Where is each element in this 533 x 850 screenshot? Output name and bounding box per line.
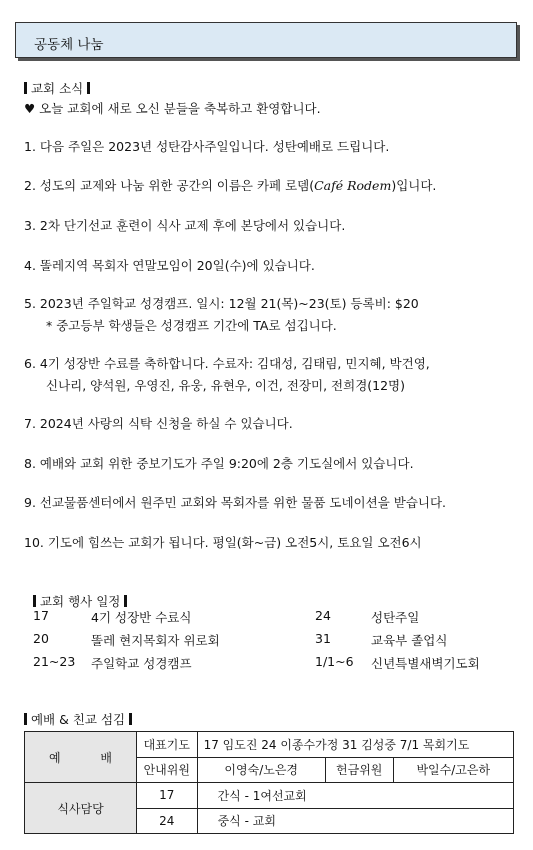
worship-label: 예 배 [49, 750, 130, 765]
event-name: 4기 성장반 수료식 [91, 610, 192, 625]
event-row [33, 631, 513, 653]
event-name: 주일학교 성경캠프 [91, 656, 192, 671]
section-header [15, 22, 517, 58]
news-item-5-note: * 중고등부 학생들은 성경캠프 기간에 TA로 섬깁니다. [46, 318, 337, 333]
event-date: 17 [33, 608, 49, 623]
header-title: 공동체 나눔 [34, 37, 104, 53]
news-item-5-text: 5. 2023년 주일학교 성경캠프. 일시: 12월 21(목)~23(토) 등록비: $20 [24, 296, 419, 311]
news-title-text: 교회 소식 [30, 81, 84, 96]
title-bar-right [87, 82, 90, 94]
table-row [25, 732, 514, 758]
title-bar-left [33, 595, 36, 607]
table-row [25, 783, 514, 809]
news-item-7: 7. 2024년 사랑의 식탁 신청을 하실 수 있습니다. [24, 416, 293, 431]
event-name: 똘레 현지목회자 위로회 [91, 633, 220, 648]
event-name: 교육부 졸업식 [371, 633, 448, 648]
service-table [24, 731, 514, 834]
event-name: 신년특별새벽기도회 [371, 656, 480, 671]
news-item-6-text: 6. 4기 성장반 수료를 축하합니다. 수료자: 김대성, 김태림, 민지혜, 박건영, [24, 356, 430, 371]
events-title-text: 교회 행사 일정 [39, 594, 121, 609]
cafe-name: Café Rodem [314, 178, 392, 193]
meal-label: 식사담당 [25, 783, 137, 834]
offering-value: 박일수/고은하 [393, 757, 513, 783]
news-item-2 [24, 175, 436, 197]
news-item-1: 1. 다음 주일은 2023년 성탄감사주일입니다. 성탄예배로 드립니다. [24, 139, 390, 154]
usher-value: 이영숙/노은경 [197, 757, 325, 783]
news-item-6 [24, 353, 430, 397]
news-item-6-cont: 신나리, 양석원, 우영진, 유웅, 유현우, 이건, 전장미, 전희경(12명) [46, 378, 406, 393]
service-title-text: 예배 & 친교 섬김 [30, 712, 126, 727]
greeting: ♥ 오늘 교회에 새로 오신 분들을 축복하고 환영합니다. [24, 101, 321, 116]
event-date: 24 [315, 608, 331, 623]
worship-label-cell [25, 732, 137, 783]
event-name: 성탄주일 [371, 610, 420, 625]
rep-prayer-label: 대표기도 [137, 732, 198, 758]
news-item-8: 8. 예배와 교회 위한 중보기도가 주일 9:20에 2층 기도실에서 있습니다. [24, 456, 414, 471]
title-bar-left [24, 713, 27, 725]
news-item-10: 10. 기도에 힘쓰는 교회가 됩니다. 평일(화~금) 오전5시, 토요일 오전6시 [24, 535, 422, 550]
event-date: 31 [315, 631, 331, 646]
title-bar-left [24, 82, 27, 94]
title-bar-right [124, 595, 127, 607]
offering-label: 헌금위원 [325, 757, 393, 783]
event-row [33, 608, 513, 630]
news-item-3: 3. 2차 단기선교 훈련이 식사 교제 후에 본당에서 있습니다. [24, 218, 346, 233]
usher-label: 안내위원 [137, 757, 198, 783]
event-date: 20 [33, 631, 49, 646]
event-date: 1/1~6 [315, 654, 354, 669]
news-item-4: 4. 똘레지역 목회자 연말모임이 20일(수)에 있습니다. [24, 258, 315, 273]
news-item-5 [24, 293, 419, 337]
event-row [33, 654, 513, 676]
news-item-2-text: 2. 성도의 교제와 나눔 위한 공간의 이름은 카페 로뎀( [24, 178, 315, 193]
meal-value: 중식 - 교회 [197, 808, 513, 834]
meal-date: 17 [137, 783, 198, 809]
title-bar-right [129, 713, 132, 725]
news-section-title [24, 79, 90, 97]
event-date: 21~23 [33, 654, 76, 669]
service-section-title [24, 710, 132, 728]
meal-value: 간식 - 1여선교회 [197, 783, 513, 809]
news-item-9: 9. 선교물품센터에서 원주민 교회와 목회자를 위한 물품 도네이션을 받습니다. [24, 495, 447, 510]
news-item-2-tail: )입니다. [391, 178, 437, 193]
meal-date: 24 [137, 808, 198, 834]
rep-prayer-value: 17 임도진 24 이종수가정 31 김성중 7/1 목회기도 [197, 732, 513, 758]
